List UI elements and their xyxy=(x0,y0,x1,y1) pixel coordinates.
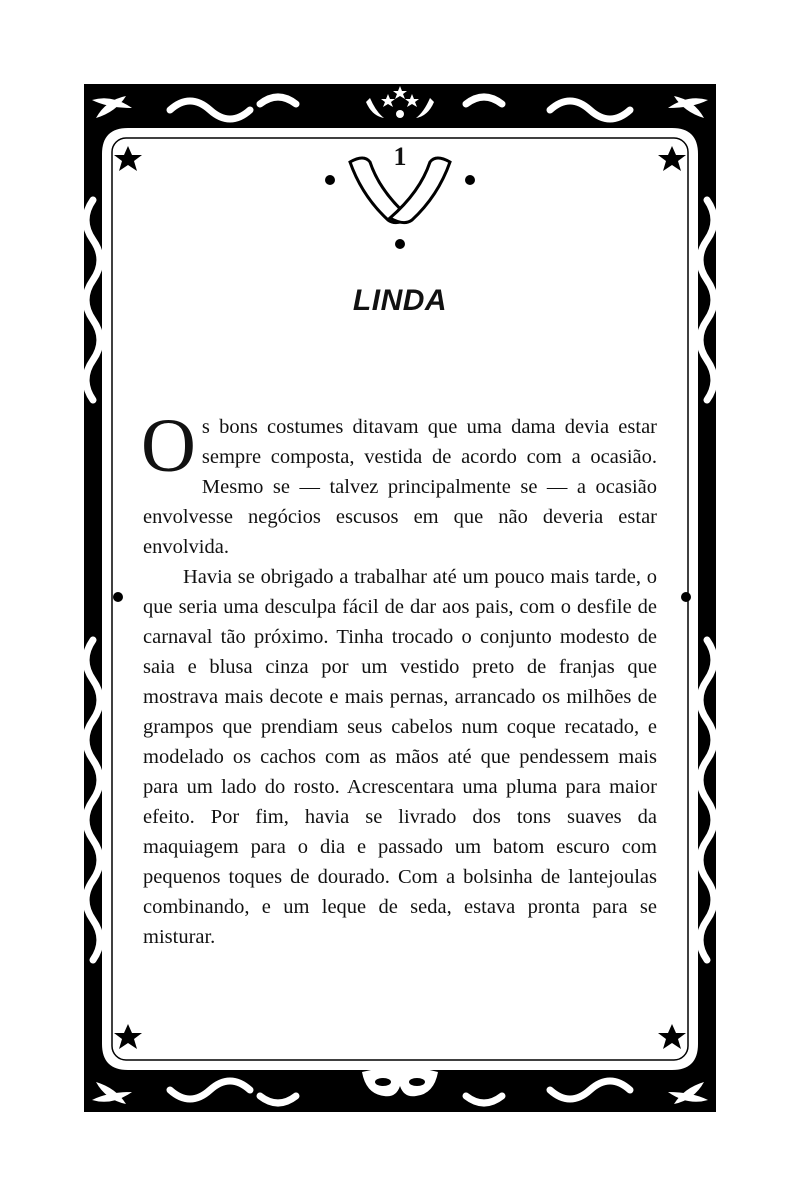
chapter-body xyxy=(141,404,657,952)
chapter-number: 1 xyxy=(393,142,407,171)
paragraph-1-text: s bons costumes ditavam que uma dama devia estar sempre composta, vestida de acordo com a ocasião. Mesmo se — talvez principalmente se — a ocasião envolvesse negócios escusos em que não deveria estar envolvida. xyxy=(143,416,657,558)
paragraph-1 xyxy=(141,404,657,562)
paragraph-2: Havia se obrigado a trabalhar até um pouco mais tarde, o que seria uma desculpa fácil de dar aos pais, com o desfile de carnaval tão próximo. Tinha trocado o conjunto modesto de saia e blusa cinza por um vestido preto de franjas que mostrava mais decote e mais pernas, arrancado os milhões de grampos que prendiam seus cabelos num coque recatado, e modelado os cachos com as mãos até que pendessem mais para um lado do rosto. Acrescentara uma pluma para maior efeito. Por fim, havia se livrado dos tons suaves da maquiagem para o dia e passado um batom escuro com pequenos toques de dourado. Com a bolsinha de lantejoulas combinando, e um leque de seda, estava pronta para se misturar. xyxy=(143,566,657,948)
chapter-title: LINDA xyxy=(352,284,448,317)
drop-cap: O xyxy=(141,404,196,488)
star-icon xyxy=(114,1024,142,1049)
star-icon xyxy=(658,146,686,171)
star-icon xyxy=(658,1024,686,1049)
star-icon xyxy=(114,146,142,171)
